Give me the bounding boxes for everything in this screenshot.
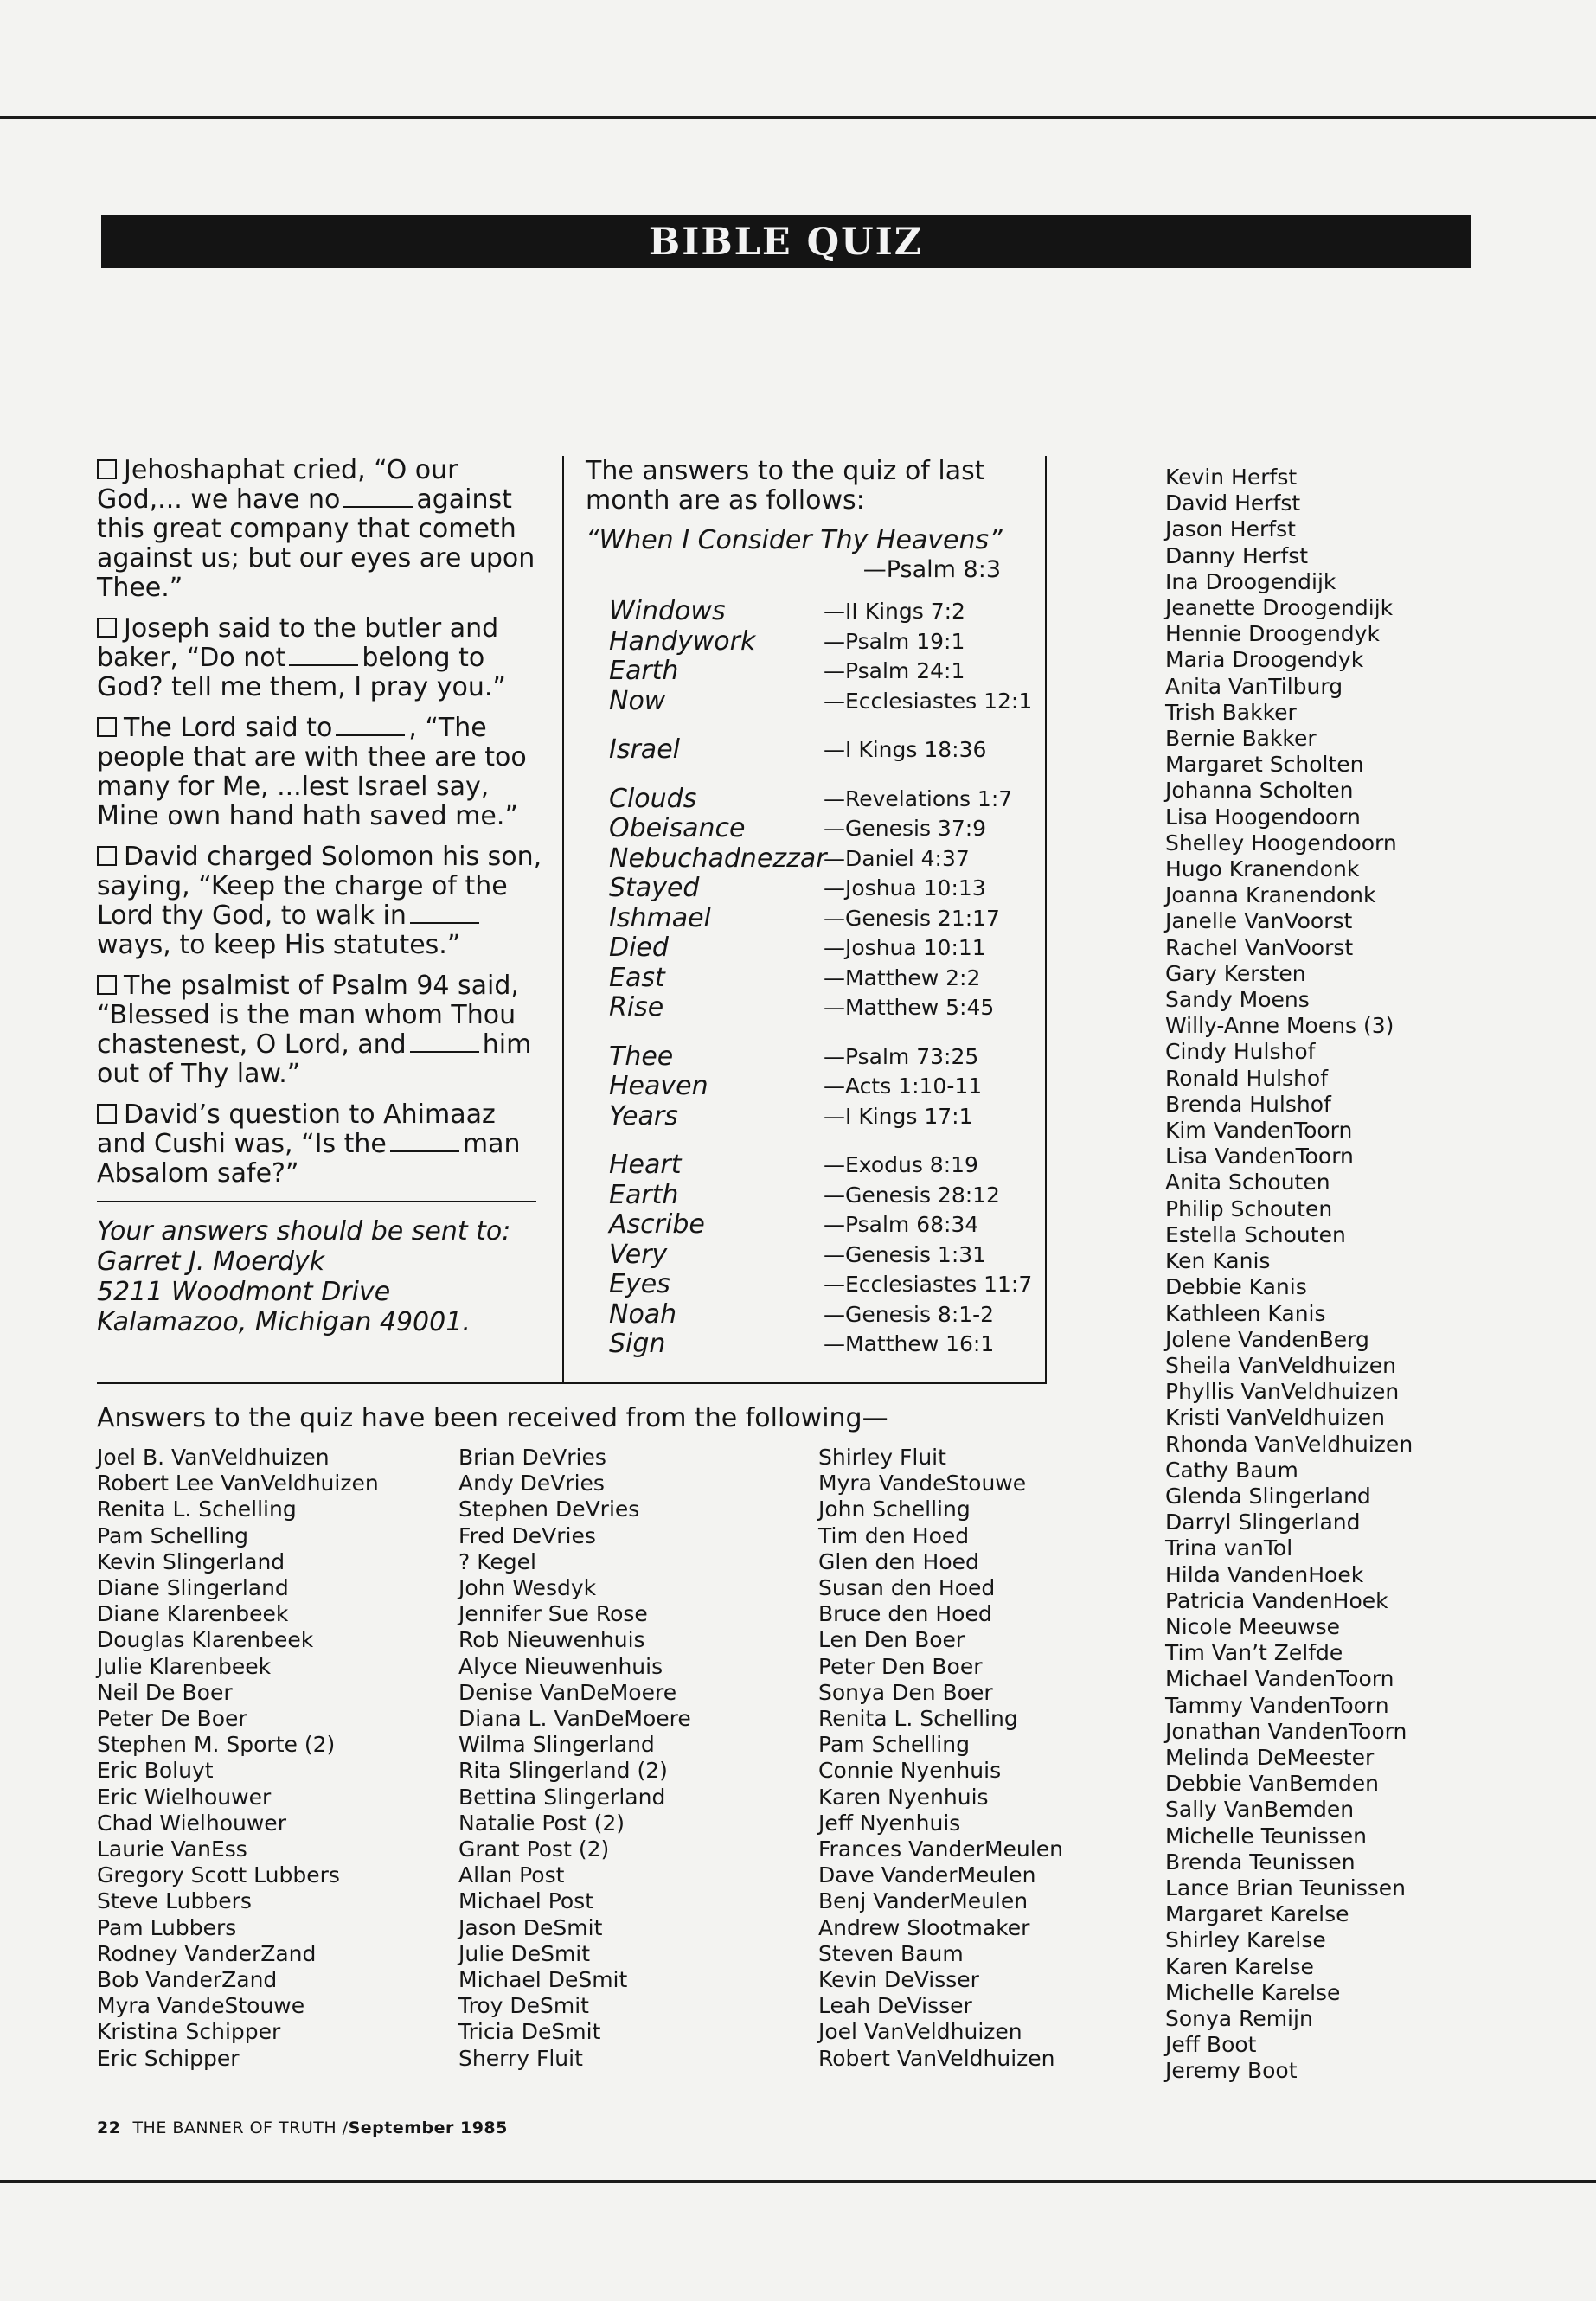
answer-word: Now: [609, 685, 666, 716]
last-month-answers: [586, 457, 1035, 1360]
respondent-name: Diane Klarenbeek: [97, 1601, 289, 1627]
respondent-name: Joel VanVeldhuizen: [818, 2019, 1022, 2045]
quiz-question: Jehoshaphat cried, “O our God,... we have no against this great company that cometh against us; but our eyes are upon Thee.”: [97, 455, 535, 603]
respondent-name: Tricia DeSmit: [458, 2019, 601, 2045]
answer-word: Israel: [609, 734, 680, 766]
answers-theme: “When I Consider Thy Heavens”: [586, 525, 1003, 555]
respondent-name: Susan den Hoed: [818, 1575, 996, 1601]
respondent-name: Myra VandeStouwe: [818, 1471, 1027, 1497]
respondent-name: Glen den Hoed: [818, 1548, 979, 1574]
answer-word: Stayed: [609, 873, 700, 904]
answer-word: Earth: [609, 1179, 679, 1210]
respondent-name: Ina Droogendijk: [1165, 568, 1336, 594]
respondent-name: Rachel VanVoorst: [1165, 934, 1354, 960]
respondent-name: Natalie Post (2): [458, 1810, 625, 1836]
checkbox-icon: [97, 459, 117, 479]
answer-reference: —Joshua 10:11: [824, 935, 986, 961]
answer-row: [609, 904, 1035, 934]
respondent-name: Jeff Nyenhuis: [818, 1810, 961, 1836]
respondent-name: Gary Kersten: [1165, 960, 1306, 986]
respondent-name: Sonya Remijn: [1165, 2005, 1313, 2031]
answer-row: [609, 874, 1035, 904]
respondent-name: Diana L. VanDeMoere: [458, 1706, 691, 1732]
answer-blank: [343, 487, 413, 508]
answer-word: Clouds: [609, 783, 697, 814]
answer-row: [609, 1210, 1035, 1240]
respondent-name: Sheila VanVeldhuizen: [1165, 1352, 1396, 1378]
respondent-name: Julie Klarenbeek: [97, 1653, 272, 1679]
answer-reference: —Psalm 24:1: [824, 658, 965, 684]
respondent-name: Patricia VandenHoek: [1165, 1587, 1388, 1613]
respondent-name: Jolene VandenBerg: [1165, 1326, 1369, 1352]
answer-word: Earth: [609, 656, 679, 687]
group-spacer: [609, 1131, 1035, 1150]
respondent-name: Renita L. Schelling: [97, 1497, 297, 1522]
answer-blank: [289, 645, 358, 666]
respondent-name: Danny Herfst: [1165, 542, 1309, 568]
respondent-name: Jonathan VandenToorn: [1165, 1718, 1407, 1744]
answer-row: [609, 1330, 1035, 1360]
answer-row: [609, 814, 1035, 844]
respondent-name: Lisa Hoogendoorn: [1165, 804, 1361, 830]
respondent-name: Johanna Scholten: [1165, 778, 1354, 804]
respondent-name: Sally VanBemden: [1165, 1797, 1355, 1823]
respondent-name: Jason DeSmit: [458, 1914, 603, 1940]
answer-word: Thee: [609, 1041, 674, 1072]
respondent-name: Frances VanderMeulen: [818, 1836, 1063, 1862]
answer-word: Rise: [609, 992, 664, 1023]
answer-word: Heaven: [609, 1071, 708, 1102]
respondent-name: Renita L. Schelling: [818, 1706, 1018, 1732]
answer-word: Handywork: [609, 625, 756, 657]
respondent-name: Debbie Kanis: [1165, 1274, 1307, 1300]
checkbox-icon: [97, 1104, 117, 1124]
respondent-name: Margaret Karelse: [1165, 1901, 1349, 1927]
respondent-name: Pam Schelling: [818, 1732, 970, 1758]
respondent-name: Estella Schouten: [1165, 1221, 1346, 1247]
respondent-name: Brenda Teunissen: [1165, 1849, 1356, 1875]
answer-reference: —I Kings 17:1: [824, 1103, 973, 1129]
respondent-name: Pam Lubbers: [97, 1914, 237, 1940]
answer-word: Sign: [609, 1329, 666, 1360]
respondent-name: Benj VanderMeulen: [818, 1888, 1029, 1914]
answer-row: [609, 1181, 1035, 1211]
respondent-name: Tammy VandenToorn: [1165, 1692, 1389, 1718]
respondent-name: ? Kegel: [458, 1548, 536, 1574]
respondent-name: John Wesdyk: [458, 1575, 597, 1601]
respondent-name: Hennie Droogendyk: [1165, 621, 1380, 647]
answer-reference: —Matthew 5:45: [824, 995, 995, 1021]
answer-row: [609, 964, 1035, 994]
respondent-name: Trina vanTol: [1165, 1535, 1293, 1561]
respondent-name: Kevin Slingerland: [97, 1548, 285, 1574]
answer-row: [609, 735, 1035, 766]
respondent-name: Anita VanTilburg: [1165, 673, 1343, 699]
respondent-name: Shirley Karelse: [1165, 1927, 1326, 1953]
answer-word: Heart: [609, 1150, 682, 1181]
page-number: 22: [97, 2118, 121, 2138]
respondent-name: Eric Schipper: [97, 2045, 240, 2071]
top-rule: [0, 116, 1596, 119]
answer-word: Very: [609, 1239, 668, 1270]
respondent-name: Douglas Klarenbeek: [97, 1627, 314, 1653]
answer-reference: —Ecclesiastes 11:7: [824, 1272, 1033, 1298]
answer-blank: [390, 1131, 459, 1152]
respondent-name: Rodney VanderZand: [97, 1940, 317, 1966]
respondent-name: Lisa VandenToorn: [1165, 1144, 1354, 1170]
respondent-name: Gregory Scott Lubbers: [97, 1862, 340, 1888]
answer-reference: —Genesis 1:31: [824, 1241, 987, 1267]
answer-word: Nebuchadnezzar: [609, 843, 827, 874]
answer-reference: —Joshua 10:13: [824, 875, 986, 901]
respondent-name: Tim den Hoed: [818, 1522, 970, 1548]
answers-intro: The answers to the quiz of last month are as follows:: [586, 456, 985, 516]
answer-reference: —Psalm 19:1: [824, 628, 965, 654]
answer-blank: [410, 903, 479, 924]
issue-date: September 1985: [348, 2118, 508, 2138]
answer-word: East: [609, 962, 665, 993]
respondent-name: Michelle Teunissen: [1165, 1823, 1368, 1849]
send-to-address: Your answers should be sent to: Garret J. Moerdyk 5211 Woodmont Drive Kalamazoo, Michigan 49001.: [97, 1216, 511, 1337]
respondent-name: Tim Van’t Zelfde: [1165, 1640, 1343, 1666]
respondent-name: Sandy Moens: [1165, 987, 1310, 1013]
title-banner: [101, 215, 1471, 268]
quiz-question: The Lord said to , “The people that are with thee are too many for Me, ...lest Israel say, Mine own hand hath saved me.”: [97, 713, 527, 831]
respondent-name: Kevin DeVisser: [818, 1967, 979, 1993]
respondent-name: Stephen M. Sporte (2): [97, 1732, 336, 1758]
names-column-1: [97, 1445, 379, 2072]
respondent-name: Joel B. VanVeldhuizen: [97, 1445, 330, 1470]
respondent-name: Peter Den Boer: [818, 1653, 983, 1679]
respondent-name: Michelle Karelse: [1165, 1979, 1341, 2005]
divider: [97, 1201, 536, 1202]
answer-reference: —Genesis 8:1-2: [824, 1301, 995, 1327]
respondent-name: Philip Schouten: [1165, 1195, 1333, 1221]
respondent-name: Nicole Meeuwse: [1165, 1613, 1340, 1639]
answer-word: Windows: [609, 596, 726, 627]
column-divider: [1045, 456, 1047, 1384]
answer-reference: —Matthew 16:1: [824, 1331, 995, 1357]
respondent-name: Jennifer Sue Rose: [458, 1601, 648, 1627]
respondent-name: Chad Wielhouwer: [97, 1810, 286, 1836]
respondent-name: Allan Post: [458, 1862, 565, 1888]
answer-row: [609, 1072, 1035, 1102]
answer-reference: —Daniel 4:37: [824, 845, 970, 871]
respondent-name: Michael DeSmit: [458, 1967, 628, 1993]
names-column-4: [1165, 465, 1413, 2085]
answer-row: [609, 657, 1035, 687]
names-column-3: [818, 1445, 1063, 2072]
answer-reference: —Genesis 28:12: [824, 1182, 1000, 1208]
checkbox-icon: [97, 846, 117, 866]
answer-word: Years: [609, 1100, 678, 1131]
respondent-name: Robert Lee VanVeldhuizen: [97, 1471, 379, 1497]
answer-row: [609, 1300, 1035, 1330]
respondent-name: Karen Nyenhuis: [818, 1784, 989, 1810]
answer-row: [609, 844, 1035, 875]
publication-name: THE BANNER OF TRUTH /: [132, 2118, 349, 2138]
column-divider: [562, 456, 564, 1384]
respondent-name: Bettina Slingerland: [458, 1784, 666, 1810]
respondent-name: Jeremy Boot: [1165, 2058, 1298, 2084]
respondent-name: Ken Kanis: [1165, 1248, 1271, 1274]
respondent-name: Michael VandenToorn: [1165, 1666, 1394, 1692]
answer-reference: —I Kings 18:36: [824, 737, 987, 763]
respondent-name: Denise VanDeMoere: [458, 1679, 677, 1705]
respondent-name: Dave VanderMeulen: [818, 1862, 1036, 1888]
quiz-question: The psalmist of Psalm 94 said, “Blessed is the man whom Thou chastenest, O Lord, and him out of Thy law.”: [97, 971, 532, 1089]
answer-row: [609, 1240, 1035, 1271]
respondent-name: Diane Slingerland: [97, 1575, 289, 1601]
answer-row: [609, 785, 1035, 815]
respondent-name: Debbie VanBemden: [1165, 1771, 1379, 1797]
respondent-name: Kristi VanVeldhuizen: [1165, 1405, 1386, 1431]
answer-word: Obeisance: [609, 813, 746, 844]
respondent-name: Kevin Herfst: [1165, 465, 1298, 490]
answer-word: Noah: [609, 1298, 677, 1330]
bottom-rule: [0, 2180, 1596, 2183]
respondent-name: Willy-Anne Moens (3): [1165, 1013, 1394, 1039]
page-footer: [97, 2118, 508, 2138]
respondent-name: Brian DeVries: [458, 1445, 606, 1470]
respondent-name: Jeff Boot: [1165, 2032, 1257, 2058]
respondent-name: Julie DeSmit: [458, 1940, 591, 1966]
respondent-name: Bob VanderZand: [97, 1967, 278, 1993]
respondent-name: Stephen DeVries: [458, 1497, 640, 1522]
answer-reference: —Psalm 68:34: [824, 1212, 979, 1238]
respondent-name: Karen Karelse: [1165, 1953, 1314, 1979]
respondent-name: Brenda Hulshof: [1165, 1091, 1331, 1117]
respondent-name: Grant Post (2): [458, 1836, 610, 1862]
respondent-name: Pam Schelling: [97, 1522, 248, 1548]
respondent-name: Jeanette Droogendijk: [1165, 595, 1394, 621]
respondent-name: Sonya Den Boer: [818, 1679, 993, 1705]
quiz-question: David charged Solomon his son, saying, “Keep the charge of the Lord thy God, to walk inways, to keep His statutes.”: [97, 842, 542, 960]
answer-row: [609, 1042, 1035, 1073]
respondent-name: Cathy Baum: [1165, 1457, 1298, 1483]
respondent-name: Maria Droogendyk: [1165, 647, 1364, 673]
respondent-name: Steve Lubbers: [97, 1888, 252, 1914]
respondent-name: Janelle VanVoorst: [1165, 908, 1353, 934]
divider: [97, 1382, 1047, 1384]
group-spacer: [609, 766, 1035, 785]
answer-reference: —Acts 1:10-11: [824, 1074, 983, 1099]
respondent-name: Eric Boluyt: [97, 1758, 214, 1784]
answer-row: [609, 993, 1035, 1023]
respondent-name: David Herfst: [1165, 490, 1301, 516]
respondent-name: Ronald Hulshof: [1165, 1065, 1329, 1091]
respondent-name: Andrew Slootmaker: [818, 1914, 1030, 1940]
respondent-name: Glenda Slingerland: [1165, 1483, 1371, 1509]
names-column-2: [458, 1445, 691, 2072]
answer-row: [609, 687, 1035, 717]
respondent-name: Shelley Hoogendoorn: [1165, 830, 1397, 856]
page-title: BIBLE QUIZ: [648, 220, 924, 264]
answer-word: Ishmael: [609, 902, 711, 933]
answer-reference: —Exodus 8:19: [824, 1152, 978, 1178]
respondent-name: Wilma Slingerland: [458, 1732, 655, 1758]
respondent-name: Andy DeVries: [458, 1471, 605, 1497]
respondent-name: Margaret Scholten: [1165, 752, 1364, 778]
respondent-name: Bernie Bakker: [1165, 726, 1317, 752]
respondent-name: Jason Herfst: [1165, 516, 1296, 542]
respondent-name: Rita Slingerland (2): [458, 1758, 668, 1784]
respondent-name: Melinda DeMeester: [1165, 1744, 1375, 1770]
answer-reference: —II Kings 7:2: [824, 599, 965, 625]
respondent-name: Troy DeSmit: [458, 1993, 589, 2019]
answer-blank: [336, 715, 405, 736]
quiz-questions: [97, 456, 547, 1337]
respondent-name: Neil De Boer: [97, 1679, 233, 1705]
respondent-name: Kim VandenToorn: [1165, 1118, 1353, 1144]
checkbox-icon: [97, 618, 117, 638]
respondent-name: Lance Brian Teunissen: [1165, 1875, 1406, 1900]
answer-word: Died: [609, 933, 669, 964]
respondent-name: Len Den Boer: [818, 1627, 965, 1653]
respondent-name: Bruce den Hoed: [818, 1601, 992, 1627]
respondent-name: Michael Post: [458, 1888, 594, 1914]
answer-reference: —Genesis 21:17: [824, 905, 1000, 931]
respondent-name: Cindy Hulshof: [1165, 1039, 1316, 1065]
respondent-name: Steven Baum: [818, 1940, 964, 1966]
answer-reference: —Psalm 73:25: [824, 1043, 979, 1069]
quiz-question: David’s question to Ahimaaz and Cushi was, “Is the man Absalom safe?”: [97, 1099, 521, 1189]
checkbox-icon: [97, 975, 117, 995]
respondent-name: Sherry Fluit: [458, 2045, 583, 2071]
respondent-name: Kristina Schipper: [97, 2019, 281, 2045]
answer-reference: —Ecclesiastes 12:1: [824, 688, 1033, 714]
respondent-name: Connie Nyenhuis: [818, 1758, 1002, 1784]
answer-reference: —Matthew 2:2: [824, 965, 981, 990]
respondent-name: Hugo Kranendonk: [1165, 856, 1360, 882]
answer-row: [609, 597, 1035, 627]
respondent-name: Shirley Fluit: [818, 1445, 946, 1470]
respondent-name: Peter De Boer: [97, 1706, 247, 1732]
respondent-name: Alyce Nieuwenhuis: [458, 1653, 663, 1679]
answer-reference: —Revelations 1:7: [824, 785, 1013, 811]
respondent-name: Kathleen Kanis: [1165, 1300, 1326, 1326]
answer-word: Ascribe: [609, 1209, 705, 1240]
answer-blank: [410, 1032, 479, 1053]
respondent-name: Anita Schouten: [1165, 1170, 1330, 1195]
answer-row: [609, 1270, 1035, 1300]
respondent-name: Darryl Slingerland: [1165, 1509, 1361, 1535]
respondent-name: John Schelling: [818, 1497, 971, 1522]
answer-word: Eyes: [609, 1269, 670, 1300]
answers-list: [609, 597, 1035, 1360]
group-spacer: [609, 716, 1035, 735]
checkbox-icon: [97, 717, 117, 737]
respondent-name: Rhonda VanVeldhuizen: [1165, 1431, 1413, 1457]
respondent-name: Leah DeVisser: [818, 1993, 972, 2019]
answer-row: [609, 1102, 1035, 1132]
respondent-name: Laurie VanEss: [97, 1836, 247, 1862]
answer-row: [609, 1150, 1035, 1181]
respondent-name: Fred DeVries: [458, 1522, 596, 1548]
respondent-name: Eric Wielhouwer: [97, 1784, 272, 1810]
respondent-name: Rob Nieuwenhuis: [458, 1627, 645, 1653]
respondent-name: Trish Bakker: [1165, 699, 1297, 725]
quiz-question: Joseph said to the butler and baker, “Do not belong to God? tell me them, I pray you.”: [97, 613, 506, 702]
answers-theme-ref: —Psalm 8:3: [862, 556, 1001, 583]
answer-row: [609, 933, 1035, 964]
group-spacer: [609, 1023, 1035, 1042]
respondent-name: Joanna Kranendonk: [1165, 882, 1376, 908]
respondent-name: Phyllis VanVeldhuizen: [1165, 1379, 1400, 1405]
respondent-name: Myra VandeStouwe: [97, 1993, 305, 2019]
respondent-name: Robert VanVeldhuizen: [818, 2045, 1055, 2071]
answer-row: [609, 627, 1035, 657]
respondent-name: Hilda VandenHoek: [1165, 1561, 1364, 1587]
answer-reference: —Genesis 37:9: [824, 816, 987, 842]
received-heading: Answers to the quiz have been received from the following—: [97, 1403, 888, 1433]
